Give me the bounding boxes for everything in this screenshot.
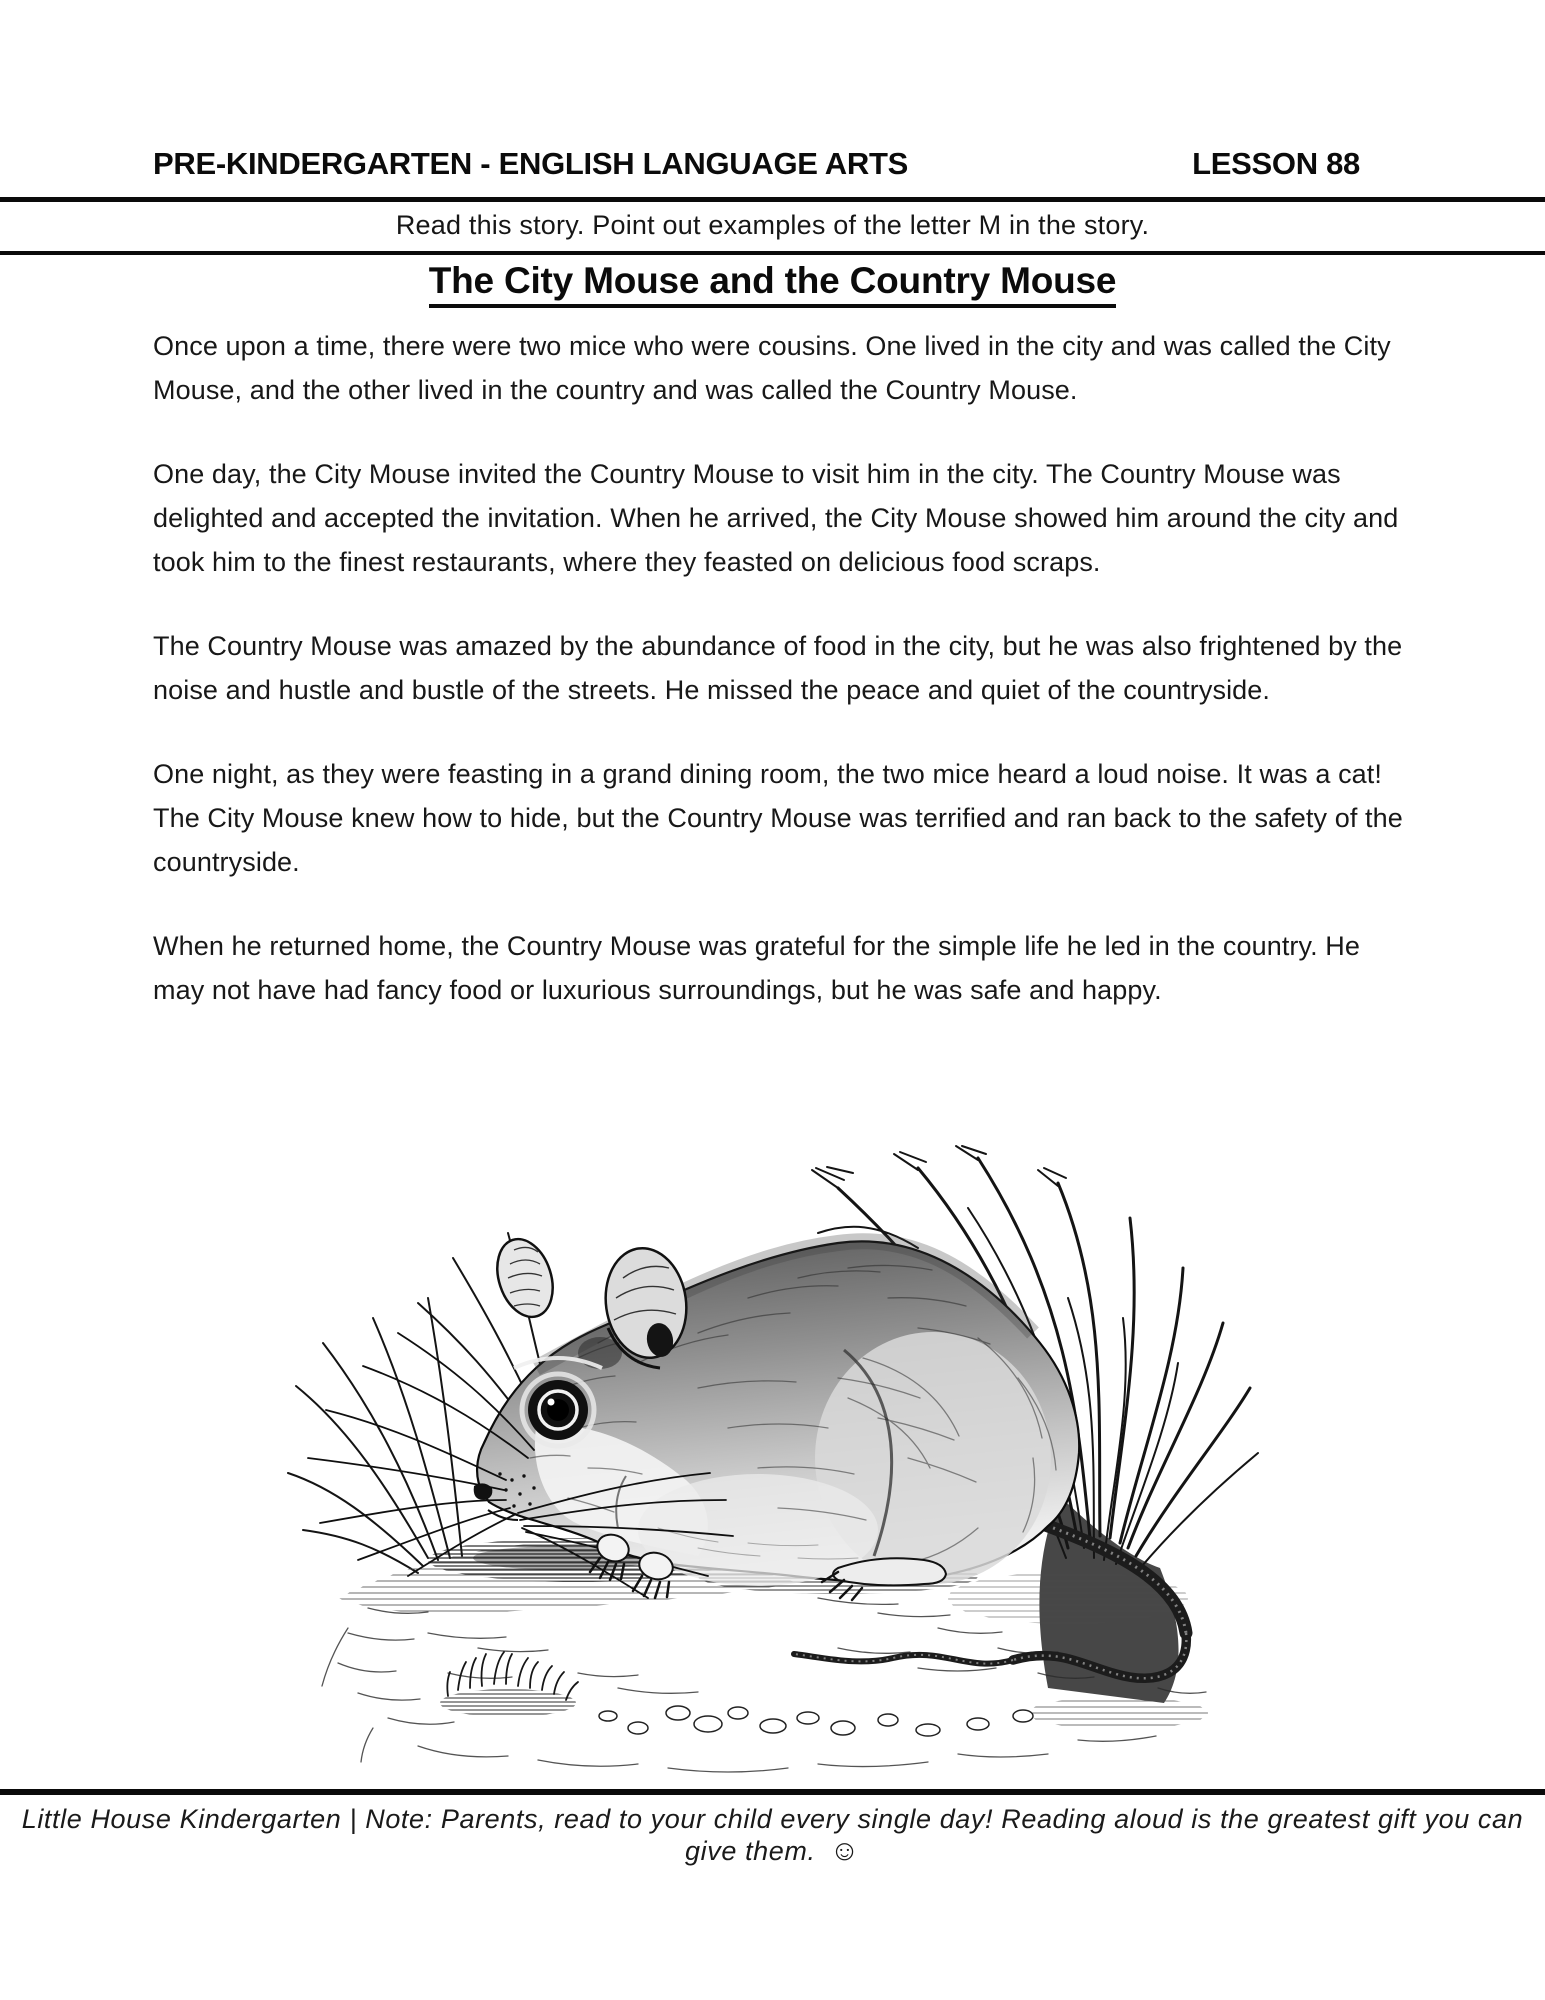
mouse-illustration: [278, 1128, 1268, 1788]
story-paragraph: Once upon a time, there were two mice who were cousins. One lived in the city and was called the City Mouse, and the other lived in the country and was called the Country Mouse.: [153, 331, 1391, 405]
story-paragraph: When he returned home, the Country Mouse was grateful for the simple life he led in the country. He may not have had fancy food or luxurious surroundings, but he was safe and happy.: [153, 931, 1361, 1005]
footer-text: Little House Kindergarten | Note: Parents, read to your child every single day! Reading aloud is the greatest gift you can give them.: [21, 1804, 1524, 1866]
divider-instruction: [0, 251, 1545, 255]
story-title: [0, 260, 1545, 308]
story-paragraph: One day, the City Mouse invited the Country Mouse to visit him in the city. The Country Mouse was delighted and accepted the invitation. When he arrived, the City Mouse showed him around the city and took him to the finest restaurants, where they feasted on delicious food scraps.: [153, 459, 1399, 577]
header-course: PRE-KINDERGARTEN - ENGLISH LANGUAGE ARTS: [153, 146, 908, 181]
story-paragraph: One night, as they were feasting in a grand dining room, the two mice heard a loud noise. It was a cat! The City Mouse knew how to hide, but the Country Mouse was terrified and ran back to the safety of the countryside.: [153, 759, 1403, 877]
mouse-engraving-graphic: [278, 1128, 1268, 1788]
smiley-icon: ☺: [829, 1835, 860, 1867]
story-body: [153, 324, 1412, 1052]
footer-note: [0, 1804, 1545, 1868]
header-lesson: LESSON 88: [1192, 146, 1360, 181]
divider-top: [0, 197, 1545, 202]
story-paragraph: The Country Mouse was amazed by the abundance of food in the city, but he was also frightened by the noise and hustle and bustle of the streets. He missed the peace and quiet of the countryside.: [153, 631, 1403, 705]
divider-footer: [0, 1789, 1545, 1795]
story-title-text: The City Mouse and the Country Mouse: [429, 260, 1117, 308]
instruction-text: Read this story. Point out examples of the letter M in the story.: [395, 210, 1150, 240]
